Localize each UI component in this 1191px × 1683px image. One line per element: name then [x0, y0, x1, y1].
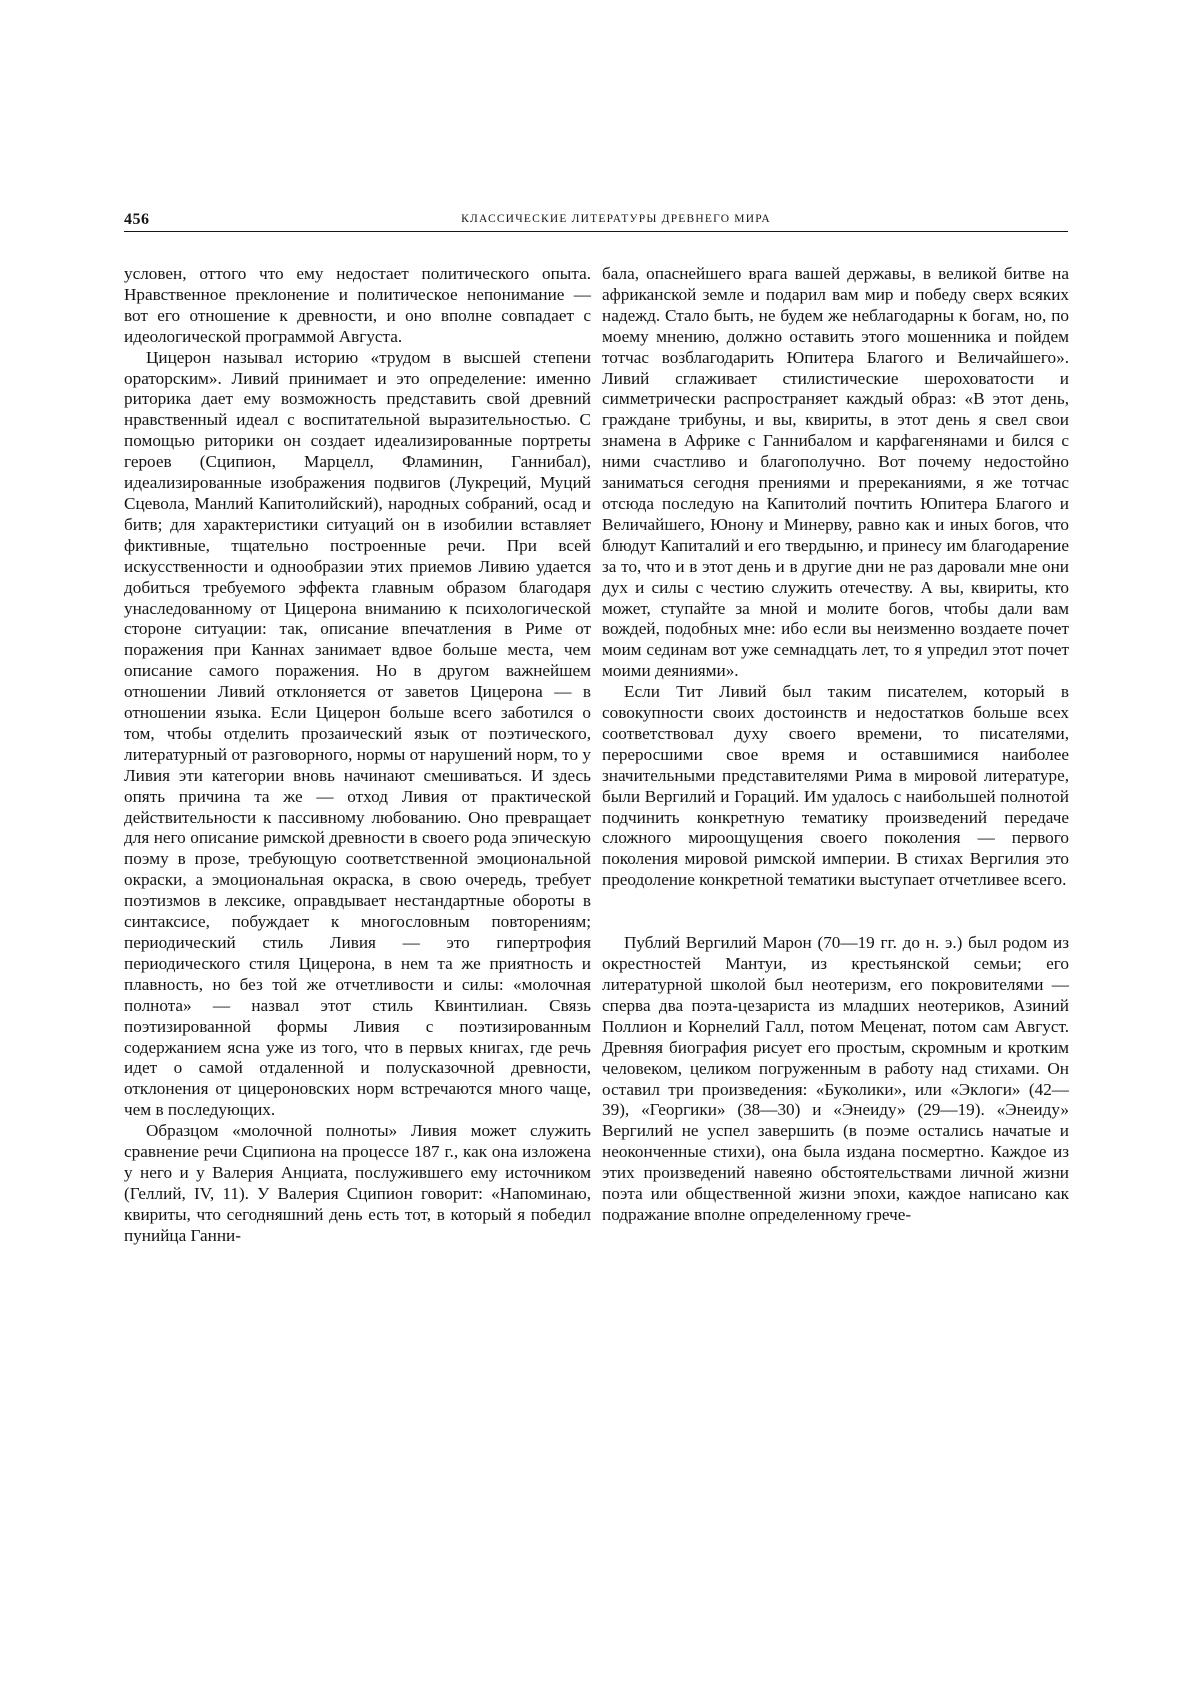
paragraph: бала, опаснейшего врага вашей державы, в великой битве на африканской земле и подарил вам мир и победу сверх всяких надежд. Стало быть, не будем же неблагодарны к богам, но, по моему мнению, должно оставить этого мошенника и пойдем тотчас возблагодарить Юпитера Благого и Величайшего». Ливий сглаживает стилистические шероховатости и симметрически распространяет каждый образ: «В этот день, граждане трибуны, и вы, квириты, в этот день я свел свои знамена в Африке с Ганнибалом и карфагенянами и бился с ними счастливо и благополучно. Вот почему недостойно заниматься сегодня прениями и пререканиями, я же тотчас отсюда последую на Капитолий почтить Юпитера Благого и Величайшего, Юнону и Минерву, равно как и иных богов, что блюдут Капиталий и его твердыню, и принесу им благодарение за то, что и в этот день и в другие дни не раз даровали мне они дух и силы с честию служить отечеству. А вы, квириты, кто может, ступайте за мной и молите богов, чтобы дали вам вождей, подобных мне: ибо если вы неизменно воздаете почет моим сединам вот уже семнадцать лет, то я упредил этот почет моими деяниями».	[602, 264, 1069, 681]
paragraph: условен, оттого что ему недостает политического опыта. Нравственное преклонение и политическое непонимание — вот его отношение к древности, и оно вполне совпадает с идеологической программой Августа.	[124, 264, 591, 346]
paragraph: Публий Вергилий Марон (70—19 гг. до н. э.) был родом из окрестностей Мантуи, из крестьянской семьи; его литературной школой был неотеризм, его покровителями — сперва два поэта-цезариста из младших неотериков, Азиний Поллион и Корнелий Галл, потом Меценат, потом сам Август. Древняя биография рисует его простым, скромным и кротким человеком, целиком погруженным в работу над стихами. Он оставил три произведения: «Буколики», или «Эклоги» (42—39), «Георгики» (38—30) и «Энеиду» (29—19). «Энеиду» Вергилий не успел завершить (в поэме остались начатые и неоконченные стихи), она была издана посмертно. Каждое из этих произведений навеяно обстоятельствами личной жизни поэта или общественной жизни эпохи, каждое написано как подражание вполне определенному грече-	[602, 933, 1069, 1224]
page-number: 456	[124, 211, 150, 228]
header-rule	[124, 231, 1068, 232]
left-column	[124, 264, 591, 1247]
paragraph: Образцом «молочной полноты» Ливия может служить сравнение речи Сципиона на процессе 187 г., как она изложена у него и у Валерия Анциата, послужившего ему источником (Геллий, IV, 11). У Валерия Сципион говорит: «Напоминаю, квириты, что сегодняшний день есть тот, в который я победил пунийца Ганни-	[124, 1121, 591, 1245]
paragraph: Если Тит Ливий был таким писателем, который в совокупности своих достоинств и недостатков больше всех соответствовал духу своего времени, то писателями, переросшими свое время и оставшимися наиболее значительными представителями Рима в мировой литературе, были Вергилий и Гораций. Им удалось с наибольшей полнотой подчинить конкретную тематику произведений передаче сложного мироощущения своего поколения — первого поколения мировой римской империи. В стихах Вергилия это преодоление конкретной тематики выступает отчетливее всего.	[602, 682, 1069, 890]
paragraph: Цицерон называл историю «трудом в высшей степени ораторским». Ливий принимает и это определение: именно риторика дает ему возможность представить свой древний нравственный идеал с воспитательной выразительностью. С помощью риторики он создает идеализированные портреты героев (Сципион, Марцелл, Фламинин, Ганнибал), идеализированные изображения подвигов (Лукреций, Муций Сцевола, Манлий Капитолийский), народных собраний, осад и битв; для характеристики ситуаций он в изобилии вставляет фиктивные, тщательно построенные речи. При всей искусственности и однообразии этих приемов Ливию удается добиться требуемого эффекта главным образом благодаря унаследованному от Цицерона вниманию к психологической стороне ситуации: так, описание впечатления в Риме от поражения при Каннах занимает вдвое больше места, чем описание самого поражения. Но в другом важнейшем отношении Ливий отклоняется от заветов Цицерона — в отношении языка. Если Цицерон больше всего заботился о том, чтобы отделить прозаический язык от поэтического, литературный от разговорного, нормы от нарушений норм, то у Ливия эти категории вновь начинают смешиваться. И здесь опять причина та же — отход Ливия от практической действительности к пассивному любованию. Оно превращает для него описание римской древности в своего рода эпическую поэму в прозе, требующую соответственной эмоциональной окраски, а эмоциональная окраска, в свою очередь, требует поэтизмов в лексике, оправдывает нестандартные обороты в синтаксисе, побуждает к многословным повторениям; периодический стиль Ливия — это гипертрофия периодического стиля Цицерона, в нем та же приятность и плавность, но без той же отчетливости и силы: «молочная полнота» — назвал этот стиль Квинтилиан. Связь поэтизированной формы Ливия с поэтизированным содержанием ясна уже из того, что в первых книгах, где речь идет о самой отдаленной и полусказочной древности, отклонения от цицероновских норм встречаются много чаще, чем в последующих.	[124, 347, 591, 1120]
running-title: КЛАССИЧЕСКИЕ ЛИТЕРАТУРЫ ДРЕВНЕГО МИРА	[461, 213, 771, 225]
right-column	[602, 264, 1069, 1226]
page-header	[124, 209, 1068, 233]
